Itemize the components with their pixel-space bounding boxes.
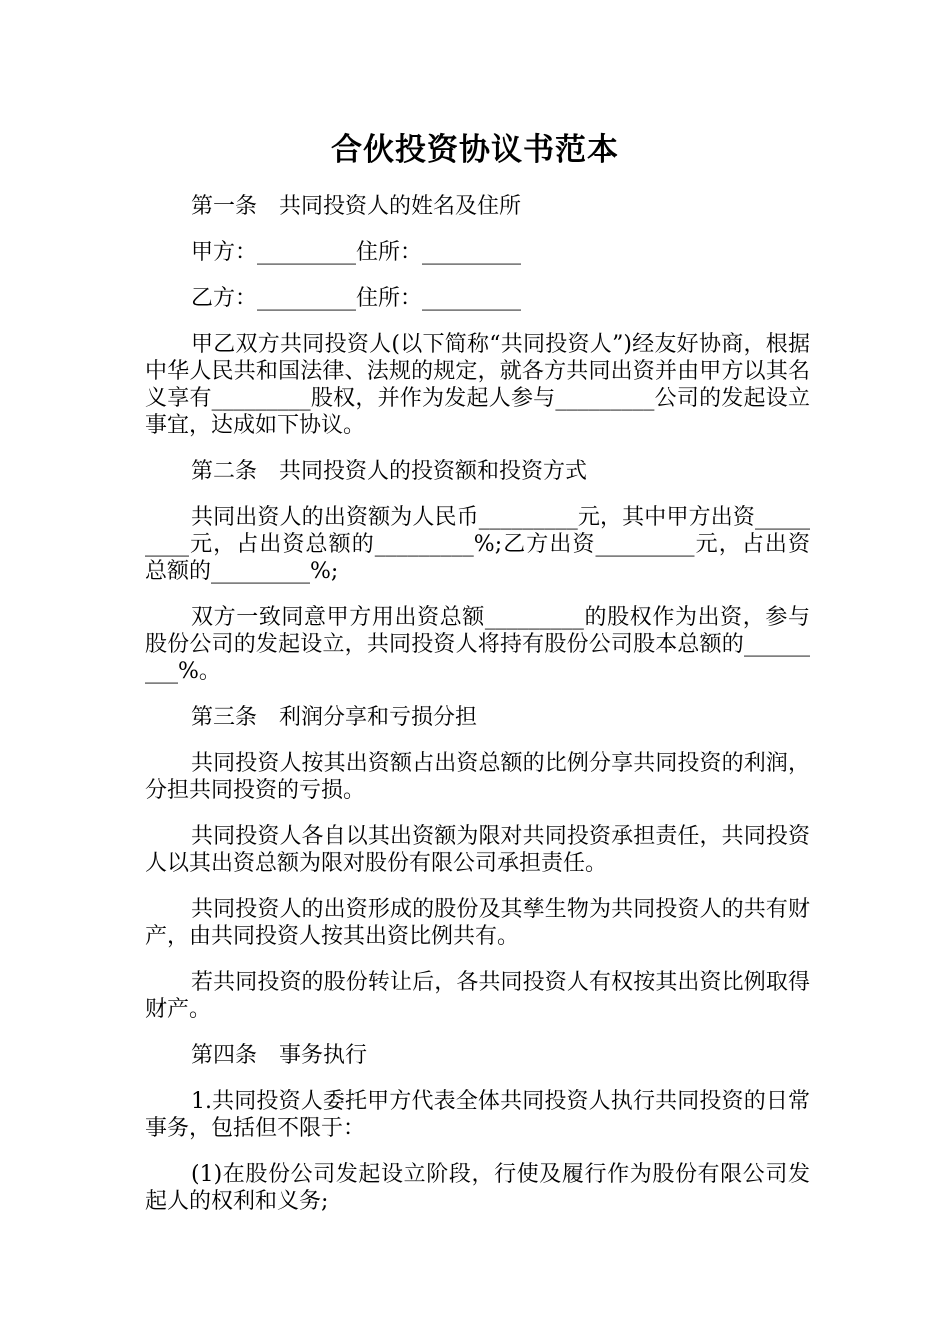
share-transfer-paragraph: 若共同投资的股份转让后，各共同投资人有权按其出资比例取得财产。 <box>145 970 810 1022</box>
article-3-heading: 第三条 利润分享和亏损分担 <box>191 705 478 730</box>
liability-paragraph: 共同投资人各自以其出资额为限对共同投资承担责任，共同投资人以其出资总额为限对股份有限公司承担责任。 <box>145 824 810 876</box>
delegation-item-1: (1)在股份公司发起设立阶段，行使及履行作为股份有限公司发起人的权利和义务; <box>145 1162 810 1214</box>
article-1-heading: 第一条 共同投资人的姓名及住所 <box>191 194 522 219</box>
party-b-line: 乙方：_________住所：_________ <box>191 286 522 311</box>
profit-sharing-paragraph: 共同投资人按其出资额占出资总额的比例分享共同投资的利润，分担共同投资的亏损。 <box>145 751 810 803</box>
investment-amount-paragraph: 共同出资人的出资额为人民币_________元，其中甲方出资_________元，占出资总额的_________%;乙方出资_________元，占出资总额的_________%; <box>145 505 810 584</box>
preamble-paragraph: 甲乙双方共同投资人(以下简称“共同投资人”)经友好协商，根据中华人民共和国法律、法规的规定，就各方共同出资并由甲方以其名义享有_________股权，并作为发起人参与_________公司的发起设立事宜，达成如下协议。 <box>145 332 810 438</box>
equity-contribution-paragraph: 双方一致同意甲方用出资总额_________的股权作为出资，参与股份公司的发起设立，共同投资人将持有股份公司股本总额的_________%。 <box>145 605 810 684</box>
article-2-heading: 第二条 共同投资人的投资额和投资方式 <box>191 459 588 484</box>
delegation-paragraph: 1.共同投资人委托甲方代表全体共同投资人执行共同投资的日常事务，包括但不限于： <box>145 1089 810 1141</box>
joint-property-paragraph: 共同投资人的出资形成的股份及其孳生物为共同投资人的共有财产，由共同投资人按其出资比例共有。 <box>145 897 810 949</box>
party-a-line: 甲方：_________住所：_________ <box>191 240 522 265</box>
document-body <box>145 193 810 1234</box>
document-title: 合伙投资协议书范本 <box>331 132 619 168</box>
article-4-heading: 第四条 事务执行 <box>191 1043 368 1068</box>
